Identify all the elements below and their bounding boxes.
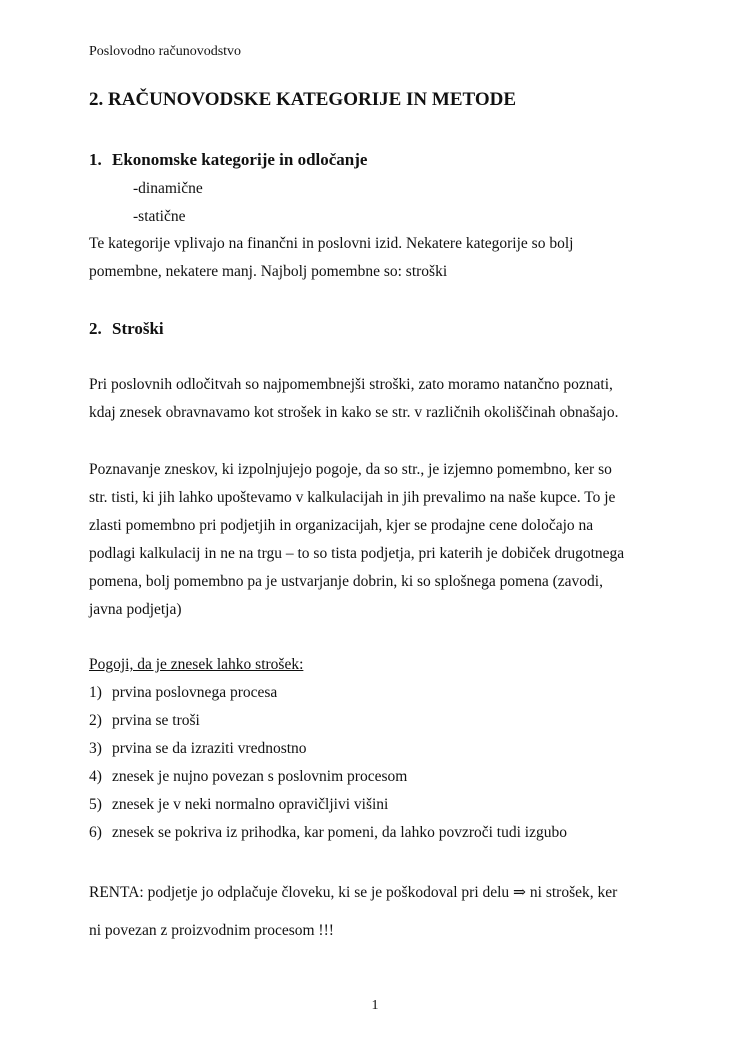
page-number: 1 xyxy=(371,998,379,1013)
paragraph-line: zlasti pomembno pri podjetjih in organizacijah, kjer se prodajne cene določajo na xyxy=(89,517,594,534)
paragraph-line: pomembne, nekatere manj. Najbolj pomembne so: stroški xyxy=(89,263,448,280)
list-item: -statične xyxy=(133,208,186,225)
section-1-heading: 1. Ekonomske kategorije in odločanje xyxy=(89,150,368,169)
condition-item: 5) znesek je v neki normalno opravičljivi višini xyxy=(89,796,389,813)
list-item: -dinamične xyxy=(133,180,203,197)
chapter-title: 2. RAČUNOVODSKE KATEGORIJE IN METODE xyxy=(89,89,516,110)
condition-item: 2) prvina se troši xyxy=(89,712,200,729)
paragraph-line: Poznavanje zneskov, ki izpolnjujejo pogoje, da so str., je izjemno pomembno, ker so xyxy=(89,461,612,478)
renta-line: RENTA: podjetje jo odplačuje človeku, ki se je poškodoval pri delu ⇒ ni strošek, ker xyxy=(89,884,618,901)
condition-item: 6) znesek se pokriva iz prihodka, kar pomeni, da lahko povzroči tudi izgubo xyxy=(89,824,567,841)
paragraph-line: podlagi kalkulacij in ne na trgu – to so tista podjetja, pri katerih je dobiček drugotnega xyxy=(89,545,625,562)
paragraph-line: javna podjetja) xyxy=(89,601,182,618)
renta-line: ni povezan z proizvodnim procesom !!! xyxy=(89,922,334,939)
paragraph-line: str. tisti, ki jih lahko upoštevamo v kalkulacijah in jih prevalimo na naše kupce. To je xyxy=(89,489,616,506)
section-2-heading: 2. Stroški xyxy=(89,319,164,338)
paragraph-line: pomena, bolj pomembno pa je ustvarjanje dobrin, ki so splošnega pomena (zavodi, xyxy=(89,573,603,590)
paragraph-line: Te kategorije vplivajo na finančni in poslovni izid. Nekatere kategorije so bolj xyxy=(89,235,574,252)
condition-item: 4) znesek je nujno povezan s poslovnim procesom xyxy=(89,768,408,785)
running-header: Poslovodno računovodstvo xyxy=(89,44,242,59)
paragraph-line: Pri poslovnih odločitvah so najpomembnejši stroški, zato moramo natančno poznati, xyxy=(89,376,613,393)
paragraph-line: kdaj znesek obravnavamo kot strošek in kako se str. v različnih okoliščinah obnašajo. xyxy=(89,404,619,421)
conditions-heading: Pogoji, da je znesek lahko strošek: xyxy=(89,656,304,673)
condition-item: 1) prvina poslovnega procesa xyxy=(89,684,278,701)
condition-item: 3) prvina se da izraziti vrednostno xyxy=(89,740,307,757)
